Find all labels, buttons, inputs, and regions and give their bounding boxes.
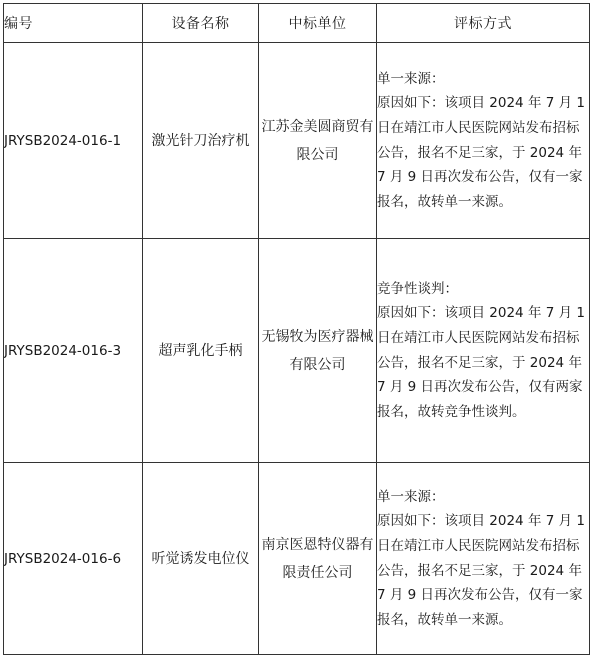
cell-winning-bidder: 无锡牧为医疗器械有限公司: [259, 239, 377, 463]
method-reason: 原因如下：该项目 2024 年 7 月 1 日在靖江市人民医院网站发布招标公告，报名不足三家，于 2024 年 7 月 9 日再次发布公告，仅有两家报名，故转竞争性谈判。: [377, 305, 585, 420]
cell-evaluation-method: [377, 239, 590, 463]
cell-device-name: 听觉诱发电位仪: [143, 463, 259, 655]
table-header-row: [4, 4, 590, 43]
table-row: [4, 239, 590, 463]
cell-device-name: 超声乳化手柄: [143, 239, 259, 463]
table-row: [4, 463, 590, 655]
method-reason: 原因如下：该项目 2024 年 7 月 1 日在靖江市人民医院网站发布招标公告，报名不足三家，于 2024 年 7 月 9 日再次发布公告，仅有一家报名，故转单一来源。: [377, 95, 585, 210]
header-evaluation-method: 评标方式: [377, 4, 590, 43]
header-code: 编号: [4, 4, 143, 43]
table-row: [4, 43, 590, 239]
cell-code: JRYSB2024-016-3: [4, 239, 143, 463]
cell-evaluation-method: [377, 463, 590, 655]
cell-winning-bidder: 南京医恩特仪器有限责任公司: [259, 463, 377, 655]
cell-code: JRYSB2024-016-6: [4, 463, 143, 655]
bid-results-table: [3, 3, 590, 655]
method-reason: 原因如下：该项目 2024 年 7 月 1 日在靖江市人民医院网站发布招标公告，报名不足三家，于 2024 年 7 月 9 日再次发布公告，仅有一家报名，故转单一来源。: [377, 513, 585, 628]
cell-code: JRYSB2024-016-1: [4, 43, 143, 239]
method-title: 单一来源：: [377, 488, 445, 505]
cell-evaluation-method: [377, 43, 590, 239]
cell-winning-bidder: 江苏金美圆商贸有限公司: [259, 43, 377, 239]
header-device-name: 设备名称: [143, 4, 259, 43]
method-title: 竞争性谈判：: [377, 280, 458, 297]
method-title: 单一来源：: [377, 70, 445, 87]
cell-device-name: 激光针刀治疗机: [143, 43, 259, 239]
header-winning-bidder: 中标单位: [259, 4, 377, 43]
